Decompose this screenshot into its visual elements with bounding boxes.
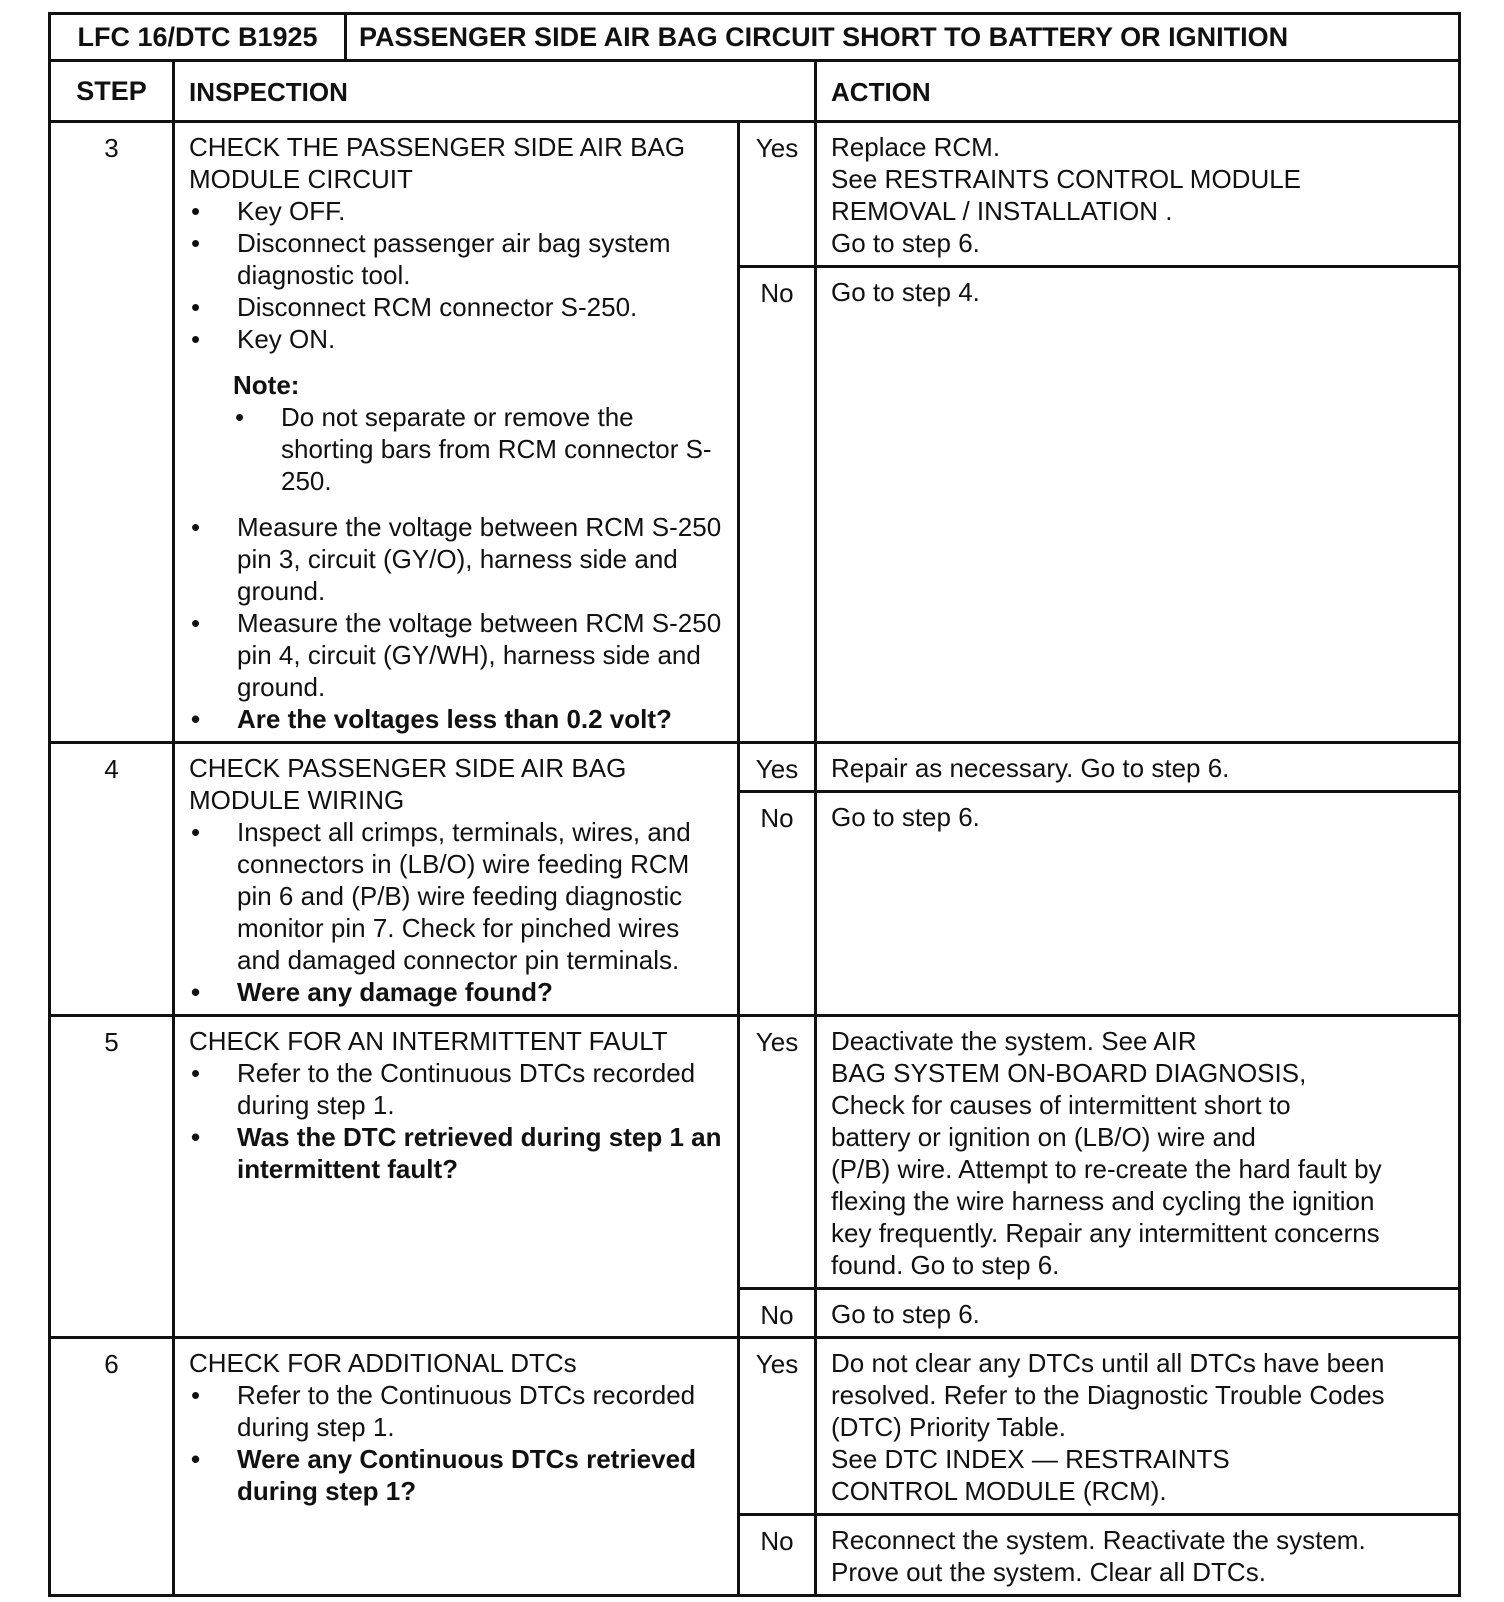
step-5-yes-row [50, 1016, 1460, 1289]
step-6-number: 6 [50, 1338, 174, 1596]
step-3-bullet-1: • Key OFF. [189, 195, 729, 227]
step-3-note-bullet: • Do not separate or remove the shorting bars from RCM connector S-250. [233, 401, 729, 497]
step-5-bullet-1: • Refer to the Continuous DTCs recorded during step 1. [189, 1057, 729, 1121]
step-4-bullet-1: • Inspect all crimps, terminals, wires, and connectors in (LB/O) wire feeding RCM pin 6 and (P/B) wire feeding diagnostic monitor pin 7. Check for pinched wires and damaged connector pin terminals. [189, 816, 729, 976]
step-6-yes-line-3: (DTC) Priority Table. [831, 1412, 1067, 1442]
step-5-bullets [189, 1057, 729, 1185]
step-6-bullet-1: • Refer to the Continuous DTCs recorded during step 1. [189, 1379, 729, 1443]
step-5-no-action: Go to step 6. [816, 1289, 1460, 1338]
step-3-bullet-5: • Measure the voltage between RCM S-250 pin 3, circuit (GY/O), harness side and ground. [189, 511, 729, 607]
title-row [50, 14, 1460, 61]
step-4-inspection [174, 743, 739, 1016]
step-5-yes-action [816, 1016, 1460, 1289]
diagnostic-table-container [48, 12, 1458, 1597]
step-3-bullet-6: • Measure the voltage between RCM S-250 pin 4, circuit (GY/WH), harness side and ground. [189, 607, 729, 703]
step-5-yes-line-1: Deactivate the system. See AIR [831, 1026, 1197, 1056]
step-5-yes-line-3: Check for causes of intermittent short to [831, 1090, 1291, 1120]
step-5-title: CHECK FOR AN INTERMITTENT FAULT [189, 1026, 668, 1056]
dtc-code: LFC 16/DTC B1925 [50, 14, 346, 61]
step-5-yes-line-6: flexing the wire harness and cycling the ignition [831, 1186, 1375, 1216]
step-3-no-label: No [739, 267, 816, 743]
step-6-yes-line-1: Do not clear any DTCs until all DTCs have been [831, 1348, 1385, 1378]
step-6-question: • Were any Continuous DTCs retrieved during step 1? [189, 1443, 729, 1507]
step-3-title-line-1: CHECK THE PASSENGER SIDE AIR BAG [189, 132, 686, 162]
step-5-inspection [174, 1016, 739, 1338]
step-3-yes-line-4: Go to step 6. [831, 228, 980, 258]
step-3-yes-action [816, 122, 1460, 267]
step-3-yes-row [50, 122, 1460, 267]
step-4-title-line-1: CHECK PASSENGER SIDE AIR BAG [189, 753, 627, 783]
step-3-bullets-a [189, 195, 729, 355]
step-6-yes-action [816, 1338, 1460, 1515]
step-3-bullets-b [189, 511, 729, 735]
step-4-no-label: No [739, 792, 816, 1016]
step-6-yes-label: Yes [739, 1338, 816, 1515]
step-3-yes-line-3: REMOVAL / INSTALLATION . [831, 196, 1173, 226]
step-3-no-action: Go to step 4. [816, 267, 1460, 743]
step-3-bullet-4: • Key ON. [189, 323, 729, 355]
step-5-yes-line-7: key frequently. Repair any intermittent concerns [831, 1218, 1380, 1248]
step-3-yes-line-2: See RESTRAINTS CONTROL MODULE [831, 164, 1302, 194]
step-5-yes-line-5: (P/B) wire. Attempt to re-create the hard fault by [831, 1154, 1382, 1184]
step-4-question: • Were any damage found? [189, 976, 729, 1008]
step-4-yes-row [50, 743, 1460, 792]
step-6-inspection [174, 1338, 739, 1596]
step-5-yes-line-4: battery or ignition on (LB/O) wire and [831, 1122, 1256, 1152]
step-4-yes-action: Repair as necessary. Go to step 6. [816, 743, 1460, 792]
step-3-note-title: Note: [233, 370, 300, 400]
step-5-no-label: No [739, 1289, 816, 1338]
step-4-number: 4 [50, 743, 174, 1016]
step-3-bullet-2: • Disconnect passenger air bag system diagnostic tool. [189, 227, 729, 291]
step-6-no-label: No [739, 1515, 816, 1596]
step-4-no-action: Go to step 6. [816, 792, 1460, 1016]
step-3-yes-label: Yes [739, 122, 816, 267]
diagnostic-table [48, 12, 1461, 1597]
dtc-title: PASSENGER SIDE AIR BAG CIRCUIT SHORT TO BATTERY OR IGNITION [346, 14, 1460, 61]
step-3-bullet-3: • Disconnect RCM connector S-250. [189, 291, 729, 323]
step-6-yes-row [50, 1338, 1460, 1515]
step-3-inspection [174, 122, 739, 743]
step-6-no-line-2: Prove out the system. Clear all DTCs. [831, 1557, 1266, 1587]
step-6-yes-line-2: resolved. Refer to the Diagnostic Trouble Codes [831, 1380, 1385, 1410]
step-3-number: 3 [50, 122, 174, 743]
step-3-note [233, 369, 729, 497]
step-5-yes-line-8: found. Go to step 6. [831, 1250, 1060, 1280]
step-3-question: • Are the voltages less than 0.2 volt? [189, 703, 729, 735]
step-4-yes-label: Yes [739, 743, 816, 792]
step-6-yes-line-4: See DTC INDEX — RESTRAINTS [831, 1444, 1230, 1474]
step-3-yes-line-1: Replace RCM. [831, 132, 1001, 162]
column-header-inspection: INSPECTION [174, 61, 816, 122]
column-header-action: ACTION [816, 61, 1460, 122]
step-4-bullets [189, 816, 729, 1008]
step-6-no-line-1: Reconnect the system. Reactivate the system. [831, 1525, 1366, 1555]
column-header-step: STEP [50, 61, 174, 122]
step-4-title-line-2: MODULE WIRING [189, 785, 405, 815]
step-5-number: 5 [50, 1016, 174, 1338]
step-5-question: • Was the DTC retrieved during step 1 an intermittent fault? [189, 1121, 729, 1185]
step-6-no-action [816, 1515, 1460, 1596]
step-5-yes-label: Yes [739, 1016, 816, 1289]
step-6-bullets [189, 1379, 729, 1507]
step-5-yes-line-2: BAG SYSTEM ON-BOARD DIAGNOSIS, [831, 1058, 1307, 1088]
step-3-note-list [233, 401, 729, 497]
step-3-title-line-2: MODULE CIRCUIT [189, 164, 413, 194]
column-header-row [50, 61, 1460, 122]
step-6-yes-line-5: CONTROL MODULE (RCM). [831, 1476, 1167, 1506]
step-6-title: CHECK FOR ADDITIONAL DTCs [189, 1348, 577, 1378]
